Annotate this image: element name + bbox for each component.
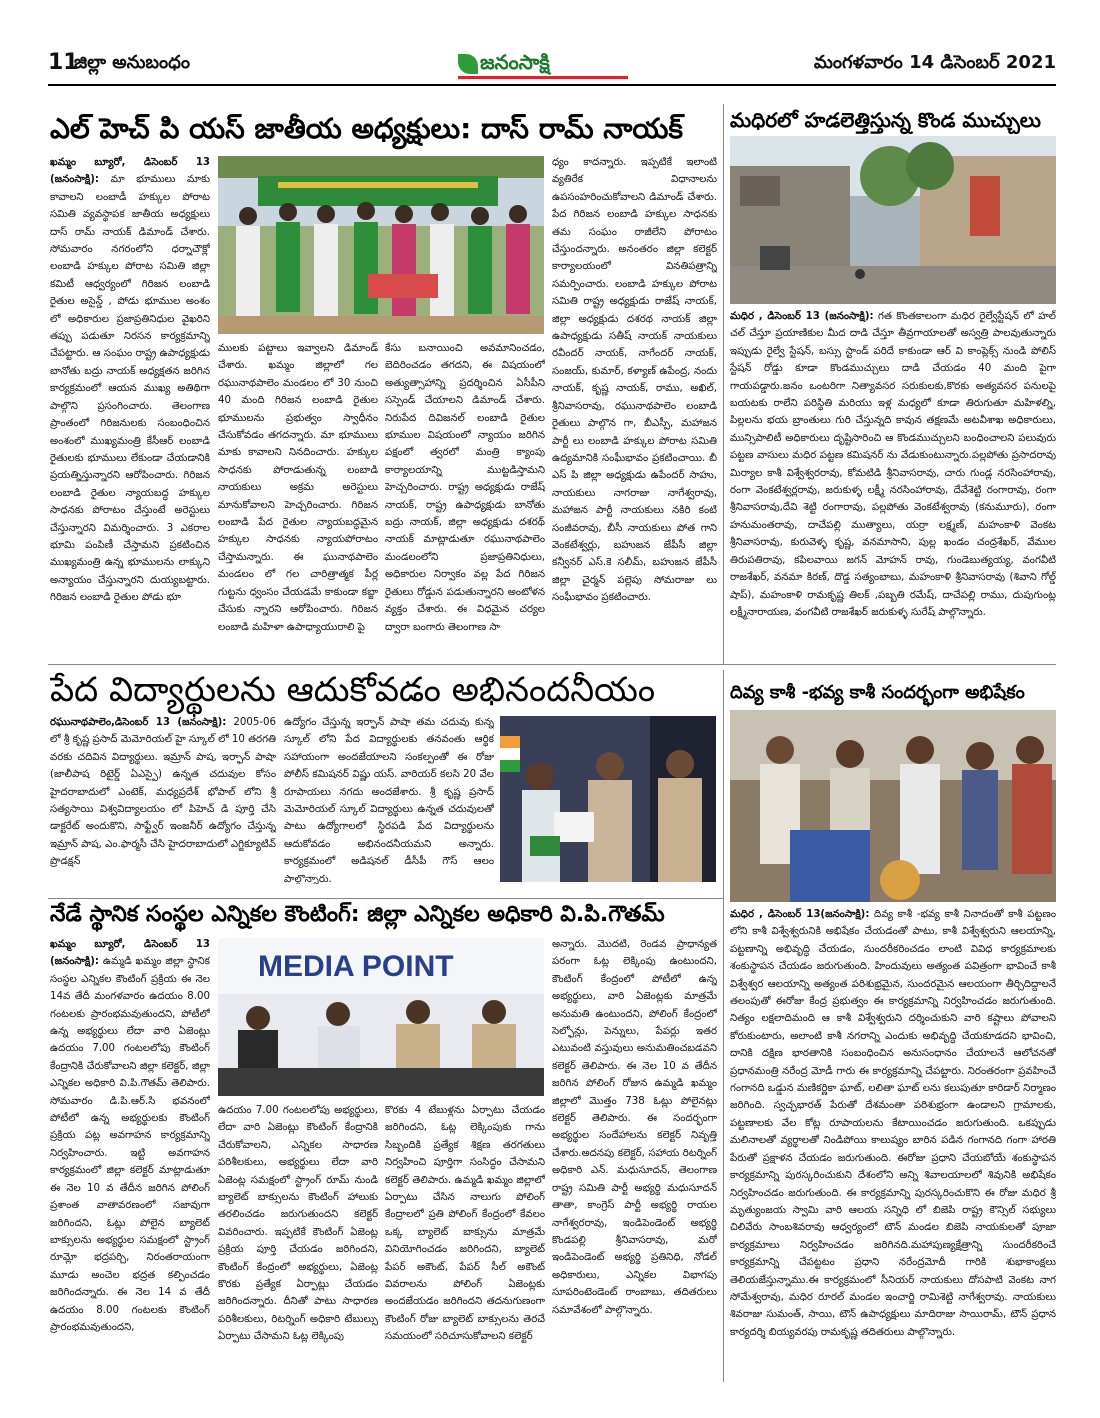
article5-col2: ఉదయం 7.00 గంటలలోపు అభ్యర్థులు, లేదా వారి ఏజెంట్లు కౌంటింగ్ కేంద్రానికి చేరుకోవాలని, ఎన్నికల సాధారణ పరిశీలకులు, అభ్యర్థులు లేదా వారి ఏజెంట్ల సమక్షంలో స్ట్రాంగ్ రూమ్ నుండి బ్యాలెట్ బాక్సులను కౌంటింగ్ హాలుకు తరలించడం జరుగుతుందని కలెక్టర్ వివరించారు. ఇప్పటికే కౌంటింగ్ ఏజెంట్ల ప్రక్రియ పూర్తి చేయడం జరిగిందని, కౌంటింగ్ కేంద్రంలో అభ్యర్థులు, ఏజెంట్ల కొరకు ప్రత్యేక ఏర్పాట్లు చేయడం జరిగిందన్నారు. దీనితో పాటు సాధారణ పరిశీలకులు, రిటర్నింగ్ అధికారి టేబుల్సు ఏర్పాటు చేసామని ఓట్ల లెక్కింపు [218, 1105, 378, 1343]
article1-col2: ములకు పట్టాలు ఇవ్వాలని డిమాండ్ చేశారు. ఖమ్మం జిల్లాలో గల రఘునాథపాలెం మండలం లో 30 నుంచి 40 మంది గిరిజన లంబాడి రైతుల భూములను ప్రభుత్వం స్వాధీనం చేసుకోవడం తగదన్నారు. మా భూములు మాకు కావాలని నినదించారు. హక్కుల సాధనకు పోరాడుతున్న లంబాడి నాయకులు అక్రమ అరెస్టులు మానుకోవాలని హెచ్చరించారు. గిరిజన లంబాడి పేద రైతుల న్యాయబద్ధమైన హక్కుల సాధనకు న్యాయపోరాటం చేస్తామన్నారు. ఈ ఘునాథపాలెం మండలం లో గల చారిత్రాత్మక పీర్ల గుట్టను ధ్వంసం చేయడమే కాకుండా కబ్జా చేసుకు న్నారని ఆరోపించారు. గిరిజన లంబాడి మహిళా ఉపాధ్యాయురాలి పై [218, 343, 378, 633]
article1-col3: కేసు బనాయించి అవమానించడం, బెదిరించడం తగదని, ఈ విషయంలో అత్యుత్సాహాన్ని ప్రదర్శించిన ఏసీపీని సస్పెండ్ చేయాలని డిమాండ్ చేశారు. నిరుపేద దివిజనల్ లంబాడి రైతుల భూముల విషయంలో న్యాయం జరిగిన పక్షంలో త్వరలో మంత్రి క్యాంపు కార్యాలయాన్ని ముట్టడిస్తామని హెచ్చరించారు. రాష్ట్ర అధ్యక్షుడు రాజేష్ నాయక్, రాష్ట్ర ఉపాధ్యక్షుడు బానోతు బద్రు నాయక్, జిల్లా అధ్యక్షుడు దశరథ్ నాయక్ మాట్లాడుతూ రఘునాథపాలెం మండలంలోని ప్రజాప్రతినిధులు, అధికారుల నిర్వాకం వల్ల పేద గిరిజన రైతులు రోడ్డున పడుతున్నారని అంటోళన వ్యక్తం చేశారు. ఈ విధమైన చర్యల ద్వారా బంగారు తెలంగాణ సా [385, 343, 545, 633]
article1-text1: మా భూములు మాకు కావాలని లంబాడీ హక్కుల పోరాట సమితి వ్యవస్థాపక జాతీయ అధ్యక్షులు దాస్ రామ్ నాయక్ డిమాండ్ చేశారు. సోమవారం నగరంలోని ధర్నాచౌక్లో లంబాడి హక్కుల పోరాట సమితి జిల్లా కమిటీ ఆధ్వర్యంలో గిరిజన లంబాడి రైతుల అసైన్డ్ , పోడు భూముల అంశం లో అధికారుల ప్రజాప్రతినిధుల వైఖరిని తప్పు పడుతూ నిరసన కార్యక్రమాన్ని చేపట్టారు. ఆ సంఘం రాష్ట్ర ఉపాధ్యక్షుడు బానోతు బద్రు నాయక్ అధ్యక్షతన జరిగిన కార్యక్రమంలో ఆయన ముఖ్య అతిథిగా పాల్గొని ప్రసంగించారు. తెలంగాణ ప్రాంతంలో గిరిజనులకు సంబంధించిన అంశంలో ముఖ్యమంత్రి కేసీఆర్ లంబాడి రైతులకు భూములు లేకుండా చేయడానికి ప్రయత్నిస్తున్నారని ఆరోపించారు. గిరిజన లంబాడి రైతుల న్యాయబద్ధ హక్కుల సాధనకు పోరాటం చేస్తుంటే అరెస్టులు చేస్తున్నారని విమర్శించారు. 3 ఎకరాల భూమి పంపిణీ చేస్తామని ప్రకటించిన ముఖ్యమంత్రి ఉన్న భూములను లాక్కుని అన్యాయం చేస్తున్నారని దుయ్యబట్టారు. గిరిజన లంబాడి రైతుల పోడు భూ [50, 174, 210, 604]
column-divider [723, 104, 724, 664]
article1-col1 [50, 154, 210, 654]
column-divider-2 [723, 670, 724, 1382]
article5-col1 [50, 936, 210, 1386]
protest-photo [218, 156, 544, 334]
logo-underline [458, 76, 628, 79]
article1-col4: ధ్యం కాదన్నారు. ఇప్పటికే ఇలాంటి వ్యతిరేక విధానాలను ఉపసంహరించుకోవాలని డిమాండ్ చేశారు. పేద గిరిజన లంబాడి హక్కుల సాధనకు తమ సంఘం రాజీలేని పోరాటం చేస్తుందన్నారు. అనంతరం జిల్లా కలెక్టర్ కార్యాలయంలో వినతిపత్రాన్ని సమర్పించారు. లంబాడి హక్కుల పోరాట సమితి రాష్ట్ర అధ్యక్షుడు రాజేష్ నాయక్, జిల్లా అధ్యక్షుడు దశరథ నాయక్ జిల్లా ఉపాధ్యక్షుడు సతీష్ నాయక్ నాయకులు రవీందర్ నాయక్, నాగేందర్ నాయక్, సంజయ్, కుమార్, కళ్యాణ్ ఉపేంద్ర, నందు నాయక్, కృష్ణ నాయక్, రాము, అఖిల్, శ్రీనివాసరావు, రఘునాథపాలెం లంబాడి రైతులు పాల్గొన గా, బీఎస్పీ, మహాజన పార్టీ లు లంబాడి హక్కుల పోరాట సమితి ఉద్యమానికి సంఘీభావం ప్రకటించాయి. బీ ఎస్ పి జిల్లా అధ్యక్షుడు ఉపేందర్ సాహు, నాయకులు నాగరాజు నాగేశ్వరావు, మహాజన పార్టీ నాయకులు నకిరి కంటి సంజీవరావు, బీసీ నాయకులు పోత గాని వెంకటేశ్వర్లు, బహుజన జేపీసీ జిల్లా కన్వీనర్ ఎస్.కె సలీమ్, బహుజన జేపీసీ జిల్లా చైర్మన్ పల్లెపు సోమరాజు లు సంఘీభావం ప్రకటించారు. [552, 157, 717, 604]
article3-col2: ఉద్యోగం చేస్తున్న ఇర్ఫాన్ పాషా తమ చదువు కున్న స్కూల్ లోని పేద విద్యార్థులకు తనవంతు ఆర్థిక సహాయంగా అందజేయాలని సంకల్పంతో ఈ రోజు పోలీస్ కమిషనర్ విష్ణు యస్. వారియర్ కలసి 20 వేల రూపాయలు నగదు అందజేశారు. శ్రీ కృష్ణ ప్రసాద్ మెమోరియల్ స్కూల్ విద్యార్థులు ఉన్నత చదువులతో పాటు ఉద్యోగాలలో స్థిరపడి పేద విద్యార్థులను ఆదుకోవడం అభినందనీయమని అన్నారు. కార్యక్రమంలో అడిషనల్ డీసీపీ గౌస్ ఆలం పాల్గొన్నారు. [284, 717, 494, 884]
article3-col1 [50, 714, 276, 884]
article5-col4: అన్నారు. మొదటి, రెండవ ప్రాధాన్యత పరంగా ఓట్ల లెక్కింపు ఉంటుందని, కౌంటింగ్ కేంద్రంలో పోటీలో ఉన్న అభ్యర్థులు, వారి ఏజెంట్లకు మాత్రమే అనుమతి ఉంటుందని, పోలింగ్ కేంద్రంలో సెల్ఫోన్లు, పెన్నులు, పేపర్లు ఇతర ఎటువంటి వస్తువులు అనుమతించబడవని కలెక్టర్ తెలిపారు. ఈ నెల 10 వ తేదీన జరిగిన పోలింగ్ రోజున ఉమ్మడి ఖమ్మం జిల్లాలో మొత్తం 738 ఓట్లు పోలైనట్లు కలెక్టర్ తెలిపారు. ఈ సందర్భంగా అభ్యర్థుల సందేహాలను కలెక్టర్ నివృత్తి చేశారు.అదనపు కలెక్టర్, సహాయ రిటర్నింగ్ అధికారి ఎన్. మధుసూదన్, తెలంగాణ రాష్ట్ర సమితి పార్టీ అభ్యర్థి మధుసూదన్ తాతా, కాంగ్రెస్ పార్టీ అభ్యర్థి రాయల నాగేశ్వరరావు, ఇండిపెండెంట్ అభ్యర్థి కొండపల్లి శ్రీనివాసరావు, మరో ఇండిపెండెంట్ అభ్యర్థి ప్రతినిధి, నోడల్ అధికారులు, ఎన్నికల విభాగపు సూపరింటెండెంట్ రాంబాబు, తదితరులు సమావేశంలో పాల్గొన్నారు. [552, 939, 717, 1316]
article1-dateline: ఖమ్మం బ్యూరో, డిసెంబర్ 13 (జనంసాక్షి): [50, 157, 210, 186]
article5-dateline: ఖమ్మం బ్యూరో, డిసెంబర్ 13 (జనంసాక్షి): [50, 939, 210, 968]
article2-body [730, 308, 1056, 660]
article1-headline: ఎల్ హెచ్ పి యస్ జాతీయ అధ్యక్షులు: దాస్ రామ్ నాయక్ [50, 112, 684, 145]
temple-abhishekam-photo [730, 710, 1056, 902]
masthead-logo [458, 46, 628, 80]
issue-date: మంగళవారం 14 డిసెంబర్ 2021 [813, 52, 1056, 73]
article2-headline: మధిరలో హడలెత్తిస్తున్న కొండ ముచ్చులు [730, 108, 1041, 132]
article2-dateline: మధిర , డిసెంబర్ 13 (జనంసాక్షి): [730, 311, 874, 322]
section-divider-2 [48, 898, 724, 899]
article2-text: గత కొంతకాలంగా మధిర రైల్వేస్టేషన్ లో హల్ చల్ చేస్తూ ప్రయాణికుల మీద దాడి చేస్తూ తీవ్రగాయాలతో అస్వత్రి పాలవుతున్నారు ఇప్పుడు రైల్వే స్టేషన్, బస్సు స్టాండ్ పరిదే కాకుండా ఆర్ వి కాంప్లెక్స్ నుండి పోలిస్ స్టేషన్ రోడ్డు కూడా కొండముచ్చులు దాడి చేయడం 40 మంది పైగా గాయపడ్డారు.జనం ఒంటరిగా నిత్యావసర సరుకులకు,కొరకు అత్యవసర పనులపై బయటకు రాలేని పరిస్థితి మరియు ఇళ్ల మధ్యలో కూడా తిరుగుతూ మహిళల్ని, పిల్లలను భయ బ్రాంతులు గురి చేస్తున్నది కావున తక్షణమే అటవీశాఖ అధికారులు, మున్సిపాలిటీ అధికారులు దృష్టిసారించి ఆ కొండముచ్చులని బంధించాలని పలువురు పట్టణ వాసులు మధిర పట్టణ కమిషనర్ ను వేడుకుంటున్నారు.పల్లపోతు ప్రసాదరావు మిర్యాల కాశీ విశ్వేశ్వరరావు, కోమటిడి శ్రీనివాసరావు, చారు గుండ్ల నరసింహారావు, రంగా వెంకటేశ్వర్లరావు, జరుకుళ్ళ లక్ష్మీ నరసింహారావు, దేవేశెట్టి రంగారావు, రంగా శ్రీనివాసరావు,దేవి శెట్టి రంగారావు, పల్లపోతు వెంకటేశ్వరావు (కనుమూరు), రంగా హనుమంతరావు, దాచేపల్లి ముత్యాలు, యర్రా లక్ష్మణ్, మహంకాళి వెంకట శ్రీనివాసరావు, కురువెళ్ళ కృష్ణ, వనమాసాని, పుల్ల ఖండం చంద్రశేఖర్, వేముల తిరుపతిరావు, కపిలవాయి జగన్ మోహన్ రావు, గుండెబుత్యయ్య, వంగవీటి రాజశేఖర్, వనమా కిరణ్, దొడ్డ సత్యంబాబు, మహంకాళి శ్రీనివాసరావు (శివాని గోల్డ్ షాప్), మహంకాళి రామకృష్ణ తిలక్ ,పబ్బతి రమేష్, దాచేపల్లి రాము, దుపుగుంట్ల లక్ష్మీనారాయణ, వంగవీటి రాజశేఖర్ జరుకుళ్ళ సురేష్ పాల్గొన్నారు. [730, 311, 1056, 618]
article5-headline: నేడే స్థానిక సంస్థల ఎన్నికల కౌంటింగ్: జిల్లా ఎన్నికల అధికారి వి.పి.గౌతమ్ [50, 902, 665, 927]
article5-col3: కొరకు 4 టేబుళ్లను ఏర్పాటు చేయడం జరిగిందని, ఓట్ల లెక్కింపుకు గాను సిబ్బందికి ప్రత్యేక శిక్షణ తరగతులు నిర్వహించి పూర్తిగా సంసిద్ధం చేసామని కలెక్టర్ తెలిపారు. ఉమ్మడి ఖమ్మం జిల్లాలో ఏర్పాటు చేసిన నాలుగు పోలింగ్ కేంద్రాలలో ప్రతి పోలింగ్ కేంద్రంలో కేవలం ఒక్క బ్యాలెట్ బాక్సును మాత్రమే వినియోగించడం జరిగిందని, బ్యాలెట్ పేపర్ అకౌంట్, పేపర్ సీల్ అకౌంట్ వివరాలను పోలింగ్ ఏజెంట్లకు అందజేయడం జరిగిందని తదనుగుణంగా కౌంటింగ్ రోజు బ్యాలెట్ బాక్సులను తెరచే సమయంలో సరిచూసుకోవాలని కలెక్టర్ [385, 1105, 545, 1343]
article4-text: దివ్య కాశీ -భవ్య కాశీ నినాదంతో కాశీ పట్టణం లోని కాశీ విశ్వేశ్వరునికి అభిషేకం చేయడంతో పాటు, కాశీ విశ్వేశ్వరుని ఆలయాన్ని, పట్టణాన్ని అభివృద్ధి చేయడం, సుందరీకరించడం లాంటి వివిధ కార్యక్రమాలకు శంకుస్థాపన చేయడం జరుగుతుంది. హిందువులు అత్యంత పవిత్రంగా భావించే కాశీ విశ్వేశ్వర ఆలయాన్ని అత్యంత పరిశుభ్రమైన, సుందరమైన ఆలయంగా తీర్చిదిద్దాలనే తలంపుతో ఈరోజు కేంద్ర ప్రభుత్వం ఈ కార్యక్రమాన్ని నిర్వహించడం జరుగుతుంది. నిత్యం లక్షలాదిమంది ఆ కాశీ విశ్వేశ్వరుని దర్శించుకుని వారి కష్టాలు పోవాలని కోరుకుంటారు, అలాంటి కాశీ నగరాన్ని ఎందుకు అభివృద్ధి చేయకూడదని భావించి, దానికి దక్షిణ భారతానికి సంబంధించిన అనుసంధానం చేయాలనే ఆలోచనతో ప్రధానమంత్రి నరేంద్ర మోడీ గారు ఈ కార్యక్రమాన్ని చేపట్టారు. నిరంతరంగా ప్రవహించే గంగానది ఒడ్డున మణికర్ణికా ఘాట్, లలితా ఘాట్ లను కలుపుతూ కారిడార్ నిర్మాణం జరిగింది. స్వచ్ఛభారత్ పేరుతో దేశమంతా పరిశుభ్రంగా ఉండాలని గ్రామాలకు, పట్టణాలకు వేల కోట్ల రూపాయలను కేటాయించడం జరుగుతుంది. ఒకప్పుడు మలినాలతో వ్యర్థాలతో నిండిపోయి కాలుష్యం బారిన పడిన గంగానది గంగా హారతి పేరుతో ప్రక్షాళన చేయడం జరుగుతుంది. ఈరోజు ప్రధాని చేయబోయే శంకుస్థాపన కార్యక్రమాన్ని పురస్కరించుకుని దేశంలోని అన్ని శివాలయాలలో శివునికి అభిషేకం నిర్వహించడం జరుగుతుంది. ఈ కార్యక్రమాన్ని పురస్కరించుకొని ఈ రోజు మధిర శ్రీ మృత్యుంజయ స్వామి వారి ఆలయ సన్నిధి లో బిజెపి రాష్ట్ర కౌన్సిల్ సభ్యులు చిలివేరు సాంబశివరావు ఆధ్వర్యంలో టౌన్ మండల బిజెపి నాయకులతో పూజా కార్యక్రమాలు నిర్వహించడం జరిగినది.మహాపుణ్యక్షేత్రాన్ని సుందరీకరించే కార్యక్రమాన్ని చేపట్టటం ప్రధాని నరేంద్రమోదీ గారికి శుభాకాంక్షలు తెలియజేస్తున్నాము.ఈ కార్యక్రమంలో సీనియర్ నాయకులు దోసపాటి వెంకట నాగ సోమేశ్వరావు, మధిర రూరల్ మండల ఇంచార్జి రామిశెట్టి నాగేశ్వరావు. నాయకులు శివరాజు సుమంత్, సాయి, టౌన్ ఉపాధ్యక్షులు మాదిరాజు సాయిరామ్, టౌన్ ప్రధాన కార్యదర్శి బియ్యవరపు రామకృష్ణ తదితరులు పాల్గొన్నారు. [730, 909, 1056, 1338]
logo-text: జనంసాక్షి [480, 50, 550, 74]
article4-headline: దివ్య కాశీ -భవ్య కాశీ సందర్భంగా అభిషేకం [730, 682, 1025, 703]
monkey-street-photo [730, 136, 1056, 304]
media-point-photo [218, 938, 544, 1096]
media-point-sign: MEDIA POINT [258, 950, 454, 983]
leaf-icon [458, 54, 478, 74]
article4-dateline: మధిర , డిసెంబర్ 13(జనంసాక్షి): [730, 909, 870, 920]
article5-text1: ఉమ్మడి ఖమ్మం జిల్లా స్థానిక సంస్థల ఎన్నికల కౌంటింగ్ ప్రక్రియ ఈ నెల 14వ తేదీ మంగళవారం ఉదయం 8.00 గంటలకు ప్రారంభమవుతుందని, పోటీలో ఉన్న అభ్యర్థులు లేదా వారి ఏజెంట్లు ఉదయం 7.00 గంటలలోపు కౌంటింగ్ కేంద్రానికి చేరుకోవాలని జిల్లా కలెక్టర్, జిల్లా ఎన్నికల అధికారి వి.పి.గౌతమ్ తెలిపారు. సోమవారం డి.పి.ఆర్.సి భవనంలో పోటీలో ఉన్న అభ్యర్థులకు కౌంటింగ్ ప్రక్రియ పట్ల అవగాహన కార్యక్రమాన్ని నిర్వహించారు. ఇట్టి అవగాహన కార్యక్రమంలో జిల్లా కలెక్టర్ మాట్లాడుతూ ఈ నెల 10 వ తేదీన జరిగిన పోలింగ్ ప్రశాంత వాతావరణంలో సజావుగా జరిగిందని, ఓట్లు పోలైన బ్యాలెట్ బాక్సులను అభ్యర్థుల సమక్షంలో స్ట్రాంగ్ రూమ్లో భద్రపర్చి, నిరంతరాయంగా మూడు అంచెల భద్రత కల్పించడం జరిగిందన్నారు. ఈ నెల 14 వ తేదీ ఉదయం 8.00 గంటలకు కౌంటింగ్ ప్రారంభమవుతుందని, [50, 956, 210, 1333]
article3-dateline: రఘునాథపాలెం,డిసెంబర్ 13 (జనంసాక్షి): [50, 717, 227, 728]
section-title: జిల్లా అనుబంధం [74, 52, 190, 73]
article4-body [730, 906, 1056, 1382]
police-ceremony-photo [500, 716, 716, 882]
page-number: 11 [48, 50, 79, 75]
article3-text1: 2005-06 లో శ్రీ కృష్ణ ప్రసాద్ మెమోరియల్ హై స్కూల్ లో 10 తరగతి వరకు చదివిన విద్యార్థులు. ఇమ్రాన్ పాష, ఇర్ఫాన్ పాషా (జాలీపాష రిటైర్డ్ ఏఎస్పై) ఉన్నత చదువుల కోసం హైదరాబాదులో ఎంటెక్, మధ్యప్రదేశ్ భోపాల్ లోని శ్రీ సత్యసాయి విశ్వవిద్యాలయం లో పిహెచ్ డి పూర్తి చేసి డాక్టరేట్ అందుకొని, సాఫ్ట్వేర్ ఇంజనీర్ ఉద్యోగం చేస్తున్న ఇమ్రాన్ పాష, ఎం.ఫార్మసీ చేసి హైదరాబాదులో ఎగ్జిక్యూటివ్ ప్రొడక్షన్ [50, 717, 276, 868]
page-header [48, 44, 1056, 86]
article3-headline: పేద విద్యార్థులను ఆదుకోవడం అభినందనీయం [50, 670, 656, 710]
section-divider [48, 664, 1056, 665]
